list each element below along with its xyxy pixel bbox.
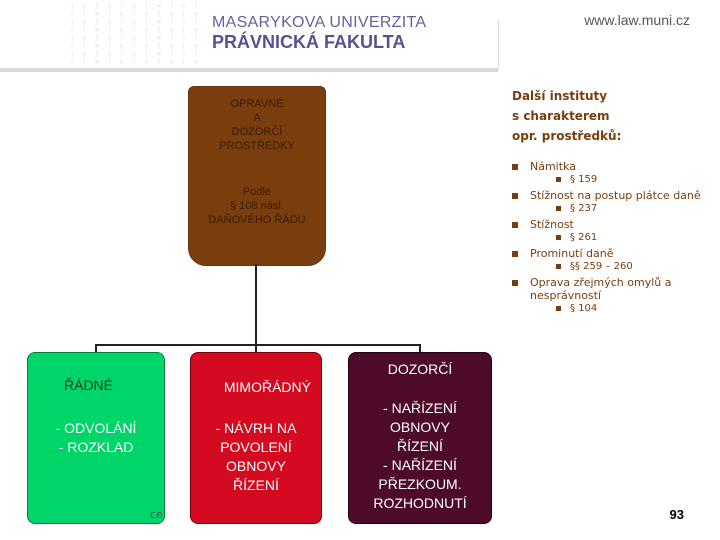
root-box-subtitle: Podle § 108 násl. DAŇOVÉHO ŘÁDU [208, 186, 306, 226]
list-subitem [556, 303, 708, 314]
box-supervisory [348, 352, 492, 524]
diagram-root-box [188, 86, 326, 266]
box-extraordinary [190, 352, 322, 524]
bullet-icon [512, 251, 518, 257]
bullet-icon [512, 222, 518, 228]
header-divider [498, 20, 499, 70]
box-supervisory-title: DOZORČÍ [387, 361, 453, 377]
list-item [508, 247, 708, 260]
page-number: 93 [669, 507, 684, 522]
list-item [508, 160, 708, 173]
connector-horizontal [95, 344, 420, 346]
box-extraordinary-body: - NÁVRH NA POVOLENÍ OBNOVY ŘÍZENÍ [215, 420, 297, 493]
list-subitem-label: §§ 259 – 260 [570, 261, 633, 272]
box-extraordinary-title: MIMOŘÁDNÝ [223, 379, 311, 395]
institutes-list [508, 160, 708, 318]
list-subitem [556, 232, 708, 243]
list-item [508, 218, 708, 231]
bullet-icon [556, 177, 561, 182]
list-item-label: Prominutí daně [530, 247, 614, 260]
box-ordinary-body: - ODVOLÁNÍ - ROZKLAD [55, 420, 137, 455]
root-box-title: OPRAVNÉ A DOZORČÍ PROSTŘEDKY [219, 98, 295, 152]
list-subitem [556, 261, 708, 272]
connector-left [95, 344, 97, 352]
list-subitem-label: § 261 [570, 232, 598, 243]
site-url-link[interactable]: www.law.muni.cz [584, 12, 690, 28]
box-supervisory-body: - NAŘÍZENÍ OBNOVY ŘÍZENÍ - NAŘÍZENÍ PŘEZKOUM. ROZHODNUTÍ [373, 400, 467, 511]
connector-vertical [255, 264, 257, 344]
bullet-icon [556, 306, 561, 311]
box-ordinary [27, 352, 165, 524]
list-item-label: Oprava zřejmých omylů a nesprávností [530, 276, 672, 302]
list-item-label: Stížnost [530, 218, 574, 231]
list-item-label: Námitka [530, 160, 576, 173]
header-underline [0, 68, 498, 72]
footer-fragment: ce [150, 508, 163, 521]
box-ordinary-title: ŘÁDNÉ [64, 377, 114, 393]
list-item [508, 276, 708, 302]
bullet-icon [556, 206, 561, 211]
panel-title: Další instituty s charakterem opr. prostředků: [512, 89, 622, 143]
bullet-icon [556, 235, 561, 240]
list-subitem [556, 203, 708, 214]
logo-pattern-icon: ᛁ ⨉ ᛁ ⨉ ᛁ ⨉ ᛁ ⨉ ᛁ ⨉ ᛁ ⨉ ᛁ ⨉ ᛁ ⨉ ᛁ ⨉ ᛁ ⨉ ᛁ ⨉ ᛁ ⨉ ᛁ ⨉ ᛁ ⨉ ᛁ ⨉ ᛁ ⨉ ᛁ ⨉ ᛁ ⨉ ᛁ ⨉ ᛁ ⨉ ᛁ ⨉ ᛁ ⨉ ᛁ ⨉ ᛁ ⨉ ᛁ ⨉ ᛁ ⨉ ᛁ ⨉ ᛁ ⨉ ᛁ ⨉ ᛁ ⨉ ᛁ ⨉ ᛁ ⨉ ᛁ ⨉ ᛁ ⨉ ᛁ ⨉ ᛁ ⨉ [70, 2, 176, 66]
list-item [508, 189, 708, 202]
connector-mid [255, 344, 257, 352]
bullet-icon [512, 164, 518, 170]
bullet-icon [556, 264, 561, 269]
list-subitem-label: § 237 [570, 203, 598, 214]
faculty-name: PRÁVNICKÁ FAKULTA [212, 32, 406, 52]
bullet-icon [512, 280, 518, 286]
connector-right [419, 344, 421, 352]
university-name: MASARYKOVA UNIVERZITA [212, 14, 427, 31]
list-subitem-label: § 159 [570, 174, 598, 185]
bullet-icon [512, 193, 518, 199]
list-subitem-label: § 104 [570, 303, 598, 314]
list-item-label: Stížnost na postup plátce daně [530, 189, 701, 202]
list-subitem [556, 174, 708, 185]
